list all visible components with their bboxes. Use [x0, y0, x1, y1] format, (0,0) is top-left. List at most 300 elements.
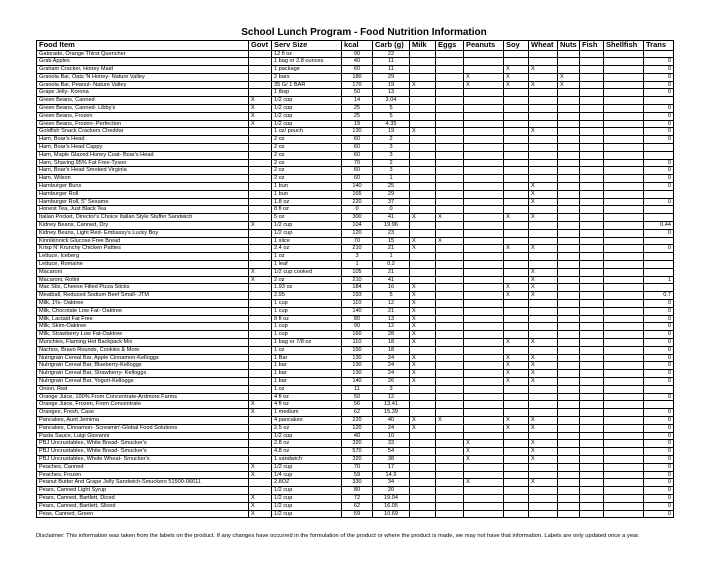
cell-govt: [249, 81, 272, 89]
cell-kcal: 165: [342, 190, 373, 198]
cell-nuts: [558, 175, 580, 183]
table-row: [37, 89, 674, 97]
cell-peanuts: [464, 292, 504, 300]
cell-wheat: [529, 502, 558, 510]
cell-carb-g: 23: [373, 229, 410, 237]
cell-food-item: Peaches, Canned: [37, 463, 249, 471]
cell-milk: [410, 159, 436, 167]
cell-shellfish: [604, 463, 644, 471]
cell-peanuts: [464, 487, 504, 495]
cell-carb-g: 10: [373, 432, 410, 440]
cell-soy: [504, 112, 529, 120]
cell-soy: X: [504, 214, 529, 222]
cell-nuts: [558, 479, 580, 487]
cell-soy: X: [504, 292, 529, 300]
cell-eggs: [436, 73, 464, 81]
cell-wheat: [529, 175, 558, 183]
cell-eggs: [436, 198, 464, 206]
cell-milk: [410, 471, 436, 479]
cell-trans: [644, 97, 674, 105]
cell-wheat: X: [529, 377, 558, 385]
cell-shellfish: [604, 144, 644, 152]
cell-peanuts: [464, 261, 504, 269]
cell-milk: X: [410, 245, 436, 253]
cell-carb-g: 3: [373, 167, 410, 175]
cell-govt: [249, 307, 272, 315]
cell-wheat: [529, 331, 558, 339]
cell-wheat: X: [529, 362, 558, 370]
cell-peanuts: [464, 307, 504, 315]
cell-trans: 0: [644, 346, 674, 354]
cell-eggs: [436, 105, 464, 113]
cell-soy: X: [504, 416, 529, 424]
cell-soy: [504, 237, 529, 245]
cell-peanuts: [464, 214, 504, 222]
cell-shellfish: [604, 510, 644, 518]
cell-govt: [249, 440, 272, 448]
cell-wheat: X: [529, 440, 558, 448]
cell-shellfish: [604, 292, 644, 300]
cell-shellfish: [604, 206, 644, 214]
cell-kcal: 56: [342, 401, 373, 409]
cell-govt: [249, 370, 272, 378]
cell-trans: [644, 190, 674, 198]
cell-eggs: [436, 284, 464, 292]
cell-shellfish: [604, 73, 644, 81]
cell-soy: [504, 175, 529, 183]
cell-fish: [580, 81, 604, 89]
cell-serv-size: 1 package: [272, 66, 342, 74]
cell-soy: [504, 144, 529, 152]
cell-soy: [504, 120, 529, 128]
cell-wheat: X: [529, 370, 558, 378]
cell-peanuts: [464, 401, 504, 409]
cell-nuts: [558, 448, 580, 456]
cell-serv-size: 2 oz: [272, 136, 342, 144]
cell-peanuts: [464, 237, 504, 245]
cell-wheat: [529, 167, 558, 175]
cell-peanuts: [464, 175, 504, 183]
cell-milk: [410, 175, 436, 183]
cell-fish: [580, 50, 604, 58]
cell-milk: [410, 261, 436, 269]
cell-trans: 0: [644, 362, 674, 370]
cell-peanuts: [464, 315, 504, 323]
cell-govt: [249, 198, 272, 206]
cell-soy: [504, 409, 529, 417]
cell-wheat: [529, 58, 558, 66]
cell-peanuts: [464, 471, 504, 479]
cell-soy: X: [504, 424, 529, 432]
cell-kcal: 110: [342, 338, 373, 346]
cell-govt: [249, 455, 272, 463]
cell-carb-g: 54: [373, 448, 410, 456]
cell-nuts: [558, 416, 580, 424]
cell-fish: [580, 432, 604, 440]
cell-shellfish: [604, 315, 644, 323]
cell-trans: 0: [644, 440, 674, 448]
cell-trans: 0.7: [644, 292, 674, 300]
cell-wheat: X: [529, 128, 558, 136]
cell-eggs: [436, 136, 464, 144]
cell-nuts: [558, 50, 580, 58]
cell-food-item: Lettuce, Iceberg: [37, 253, 249, 261]
cell-carb-g: 3: [373, 151, 410, 159]
cell-serv-size: 1 oz: [272, 346, 342, 354]
cell-soy: [504, 276, 529, 284]
cell-shellfish: [604, 89, 644, 97]
cell-peanuts: X: [464, 440, 504, 448]
table-row: [37, 253, 674, 261]
cell-wheat: [529, 159, 558, 167]
cell-govt: [249, 377, 272, 385]
cell-trans: 0: [644, 73, 674, 81]
table-row: [37, 183, 674, 191]
table-row: [37, 144, 674, 152]
cell-carb-g: 5: [373, 112, 410, 120]
cell-trans: [644, 261, 674, 269]
cell-wheat: [529, 463, 558, 471]
cell-carb-g: 37: [373, 198, 410, 206]
table-row: [37, 510, 674, 518]
cell-kcal: 59: [342, 471, 373, 479]
cell-trans: 0: [644, 300, 674, 308]
table-row: [37, 276, 674, 284]
cell-fish: [580, 300, 604, 308]
cell-wheat: [529, 409, 558, 417]
cell-kcal: 1: [342, 261, 373, 269]
cell-food-item: Meatball, Reduced Sodium Beef Small- JTM: [37, 292, 249, 300]
cell-food-item: PBJ Uncrustables, White Bread- Smucker's: [37, 440, 249, 448]
cell-govt: [249, 136, 272, 144]
cell-trans: 0: [644, 307, 674, 315]
cell-kcal: 140: [342, 377, 373, 385]
cell-serv-size: 1 bag or 7/8 oz: [272, 338, 342, 346]
cell-serv-size: 2 bars: [272, 73, 342, 81]
table-row: [37, 370, 674, 378]
cell-peanuts: [464, 276, 504, 284]
cell-soy: X: [504, 354, 529, 362]
cell-soy: [504, 50, 529, 58]
cell-serv-size: 2 oz: [272, 159, 342, 167]
table-row: [37, 268, 674, 276]
cell-kcal: 25: [342, 105, 373, 113]
cell-govt: [249, 424, 272, 432]
table-row: [37, 175, 674, 183]
cell-food-item: Nutrigrain Cereal Bar, Yogurt-Kelloggs: [37, 377, 249, 385]
cell-milk: [410, 66, 436, 74]
cell-food-item: PBJ Uncrustables, Whole Wheat- Smucker's: [37, 455, 249, 463]
cell-govt: [249, 362, 272, 370]
cell-eggs: [436, 409, 464, 417]
cell-trans: 0: [644, 448, 674, 456]
cell-food-item: Kidney Beans, Light Red- Embassy's Lucky Boy: [37, 229, 249, 237]
cell-wheat: [529, 494, 558, 502]
cell-peanuts: X: [464, 455, 504, 463]
cell-nuts: [558, 331, 580, 339]
cell-govt: [249, 50, 272, 58]
cell-fish: [580, 276, 604, 284]
cell-peanuts: [464, 323, 504, 331]
cell-milk: [410, 167, 436, 175]
cell-soy: [504, 323, 529, 331]
cell-nuts: [558, 151, 580, 159]
cell-trans: 0: [644, 377, 674, 385]
cell-milk: [410, 73, 436, 81]
cell-wheat: [529, 222, 558, 230]
cell-carb-g: 20: [373, 487, 410, 495]
cell-milk: [410, 112, 436, 120]
cell-serv-size: 1 bag or 2.8 ounces: [272, 58, 342, 66]
cell-carb-g: 24: [373, 354, 410, 362]
cell-milk: [410, 229, 436, 237]
cell-kcal: 40: [342, 58, 373, 66]
cell-wheat: [529, 346, 558, 354]
cell-fish: [580, 167, 604, 175]
cell-trans: [644, 385, 674, 393]
cell-milk: [410, 346, 436, 354]
cell-carb-g: 34: [373, 479, 410, 487]
cell-eggs: [436, 66, 464, 74]
cell-milk: [410, 151, 436, 159]
cell-food-item: Ham, Boar's Head Cappy: [37, 144, 249, 152]
table-row: [37, 97, 674, 105]
cell-peanuts: [464, 362, 504, 370]
cell-wheat: X: [529, 448, 558, 456]
cell-carb-g: 21: [373, 307, 410, 315]
cell-shellfish: [604, 494, 644, 502]
cell-eggs: [436, 120, 464, 128]
cell-nuts: [558, 370, 580, 378]
cell-carb-g: 26: [373, 377, 410, 385]
cell-peanuts: [464, 424, 504, 432]
cell-serv-size: 1.8 oz: [272, 198, 342, 206]
cell-nuts: [558, 510, 580, 518]
cell-eggs: [436, 338, 464, 346]
table-row: [37, 66, 674, 74]
cell-wheat: [529, 97, 558, 105]
cell-kcal: 170: [342, 81, 373, 89]
cell-eggs: [436, 393, 464, 401]
cell-govt: [249, 354, 272, 362]
cell-wheat: [529, 432, 558, 440]
cell-peanuts: [464, 128, 504, 136]
cell-eggs: [436, 346, 464, 354]
cell-carb-g: 21: [373, 268, 410, 276]
cell-shellfish: [604, 237, 644, 245]
cell-fish: [580, 151, 604, 159]
cell-milk: [410, 510, 436, 518]
cell-wheat: [529, 315, 558, 323]
cell-govt: X: [249, 463, 272, 471]
column-header-milk: Milk: [410, 41, 436, 51]
cell-soy: [504, 261, 529, 269]
column-header-nuts: Nuts: [558, 41, 580, 51]
cell-fish: [580, 471, 604, 479]
cell-food-item: Ham, Maple Glazed Honey Coat- Boar's Head: [37, 151, 249, 159]
cell-shellfish: [604, 128, 644, 136]
cell-serv-size: 1 bun: [272, 183, 342, 191]
cell-nuts: [558, 222, 580, 230]
cell-trans: 0: [644, 112, 674, 120]
cell-peanuts: [464, 159, 504, 167]
table-row: [37, 112, 674, 120]
cell-eggs: [436, 471, 464, 479]
cell-peanuts: [464, 66, 504, 74]
cell-eggs: [436, 190, 464, 198]
cell-food-item: Ham, Boar's Head Smoked Virginia: [37, 167, 249, 175]
cell-kcal: 80: [342, 315, 373, 323]
table-row: [37, 159, 674, 167]
cell-wheat: [529, 112, 558, 120]
cell-govt: X: [249, 494, 272, 502]
cell-govt: [249, 331, 272, 339]
cell-food-item: Pancakes, Cinnamon- Screamin'-Global Food Solutions: [37, 424, 249, 432]
cell-trans: 0: [644, 331, 674, 339]
cell-kcal: 130: [342, 354, 373, 362]
cell-trans: 0: [644, 393, 674, 401]
cell-peanuts: [464, 502, 504, 510]
table-row: [37, 354, 674, 362]
cell-govt: [249, 66, 272, 74]
column-header-soy: Soy: [504, 41, 529, 51]
cell-kcal: 59: [342, 510, 373, 518]
cell-soy: [504, 487, 529, 495]
cell-peanuts: [464, 183, 504, 191]
cell-peanuts: [464, 190, 504, 198]
cell-trans: [644, 151, 674, 159]
cell-shellfish: [604, 276, 644, 284]
cell-milk: [410, 479, 436, 487]
cell-fish: [580, 307, 604, 315]
cell-wheat: [529, 261, 558, 269]
cell-eggs: [436, 300, 464, 308]
cell-serv-size: 1 cup: [272, 323, 342, 331]
cell-shellfish: [604, 300, 644, 308]
cell-serv-size: 1/2 cup: [272, 487, 342, 495]
cell-eggs: [436, 268, 464, 276]
cell-serv-size: 1 bar: [272, 377, 342, 385]
cell-shellfish: [604, 198, 644, 206]
cell-trans: 0: [644, 159, 674, 167]
cell-milk: [410, 198, 436, 206]
cell-carb-g: 2: [373, 136, 410, 144]
cell-carb-g: 24: [373, 362, 410, 370]
cell-nuts: [558, 307, 580, 315]
cell-soy: X: [504, 377, 529, 385]
cell-peanuts: [464, 58, 504, 66]
cell-milk: [410, 487, 436, 495]
cell-govt: [249, 261, 272, 269]
cell-eggs: [436, 183, 464, 191]
cell-trans: 0: [644, 167, 674, 175]
cell-carb-g: 28: [373, 331, 410, 339]
cell-nuts: [558, 237, 580, 245]
cell-serv-size: 1 tbsp: [272, 89, 342, 97]
cell-govt: [249, 432, 272, 440]
cell-trans: 0: [644, 338, 674, 346]
cell-serv-size: 35 G/ 1 BAR: [272, 81, 342, 89]
cell-nuts: [558, 58, 580, 66]
cell-nuts: [558, 494, 580, 502]
cell-food-item: Green Beans, Canned- Libby's: [37, 105, 249, 113]
cell-milk: X: [410, 315, 436, 323]
cell-peanuts: [464, 385, 504, 393]
cell-soy: [504, 97, 529, 105]
cell-peanuts: [464, 409, 504, 417]
table-row: [37, 198, 674, 206]
cell-fish: [580, 354, 604, 362]
cell-nuts: [558, 440, 580, 448]
cell-soy: X: [504, 284, 529, 292]
cell-trans: 0: [644, 66, 674, 74]
cell-trans: [644, 401, 674, 409]
cell-carb-g: 3: [373, 144, 410, 152]
table-row: [37, 105, 674, 113]
cell-serv-size: 1 cup: [272, 307, 342, 315]
cell-fish: [580, 214, 604, 222]
cell-trans: [644, 237, 674, 245]
cell-trans: 0: [644, 424, 674, 432]
cell-peanuts: [464, 167, 504, 175]
cell-eggs: [436, 159, 464, 167]
cell-milk: X: [410, 370, 436, 378]
cell-kcal: 130: [342, 128, 373, 136]
table-row: [37, 128, 674, 136]
cell-soy: [504, 479, 529, 487]
cell-peanuts: X: [464, 81, 504, 89]
cell-nuts: [558, 284, 580, 292]
cell-wheat: [529, 120, 558, 128]
cell-govt: X: [249, 409, 272, 417]
cell-nuts: [558, 268, 580, 276]
column-header-govt: Govt: [249, 41, 272, 51]
cell-govt: X: [249, 97, 272, 105]
cell-fish: [580, 222, 604, 230]
cell-food-item: Italian Pocket, Director's Choice Italian Style Stuffer Sandwich: [37, 214, 249, 222]
cell-nuts: [558, 253, 580, 261]
cell-shellfish: [604, 120, 644, 128]
cell-soy: X: [504, 73, 529, 81]
cell-soy: [504, 494, 529, 502]
cell-wheat: X: [529, 198, 558, 206]
cell-milk: [410, 276, 436, 284]
cell-kcal: 19: [342, 120, 373, 128]
cell-carb-g: 5: [373, 105, 410, 113]
cell-soy: X: [504, 362, 529, 370]
cell-food-item: Pears, Canned Light Syrup: [37, 487, 249, 495]
cell-soy: [504, 128, 529, 136]
cell-fish: [580, 510, 604, 518]
cell-nuts: [558, 471, 580, 479]
cell-milk: [410, 206, 436, 214]
cell-eggs: [436, 455, 464, 463]
cell-wheat: [529, 401, 558, 409]
cell-peanuts: [464, 97, 504, 105]
cell-shellfish: [604, 385, 644, 393]
cell-peanuts: [464, 354, 504, 362]
cell-soy: X: [504, 338, 529, 346]
cell-nuts: [558, 120, 580, 128]
cell-kcal: 320: [342, 455, 373, 463]
cell-kcal: 60: [342, 151, 373, 159]
cell-kcal: 80: [342, 487, 373, 495]
cell-trans: [644, 144, 674, 152]
cell-carb-g: 29: [373, 73, 410, 81]
cell-serv-size: 1/2 cup: [272, 494, 342, 502]
cell-fish: [580, 455, 604, 463]
cell-serv-size: 1 cup: [272, 300, 342, 308]
